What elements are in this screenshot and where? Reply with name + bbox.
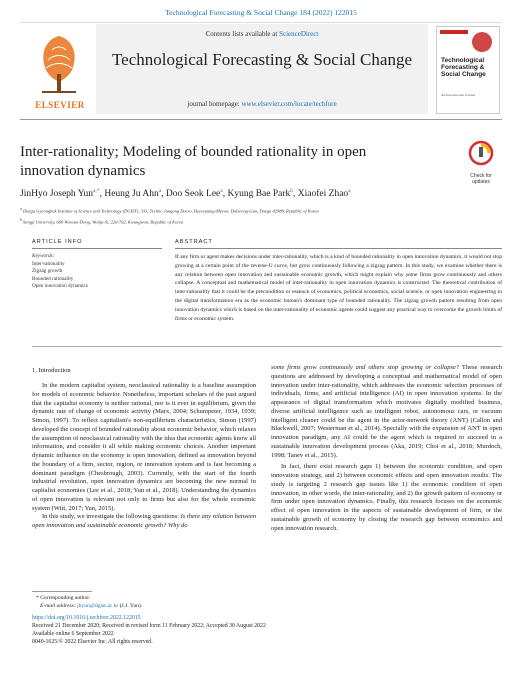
affiliation-text: Sangji University, 660 Woosan-Dong, Wonju-Si, 220-702, Kwangwon, Republic of Korea (23, 219, 184, 224)
check-for-updates-badge[interactable] (462, 140, 500, 185)
contents-prefix: Contents lists available at (205, 30, 280, 38)
received-dates: Received 21 December 2020; Received in revised form 11 February 2022; Accepted 30 August 2022 (32, 623, 266, 629)
journal-cover-thumbnail[interactable] (436, 26, 500, 114)
contents-line (96, 30, 428, 38)
available-online: Available online 6 September 2022 (32, 631, 114, 637)
body-text: In this study, we investigate the following questions: (42, 513, 181, 521)
copyright: 0040-1625/© 2022 Elsevier Inc. All rights reserved. (32, 639, 153, 645)
article-info-heading: ARTICLE INFO (32, 239, 83, 245)
affiliation-sup: b (20, 217, 22, 222)
affiliations (20, 205, 502, 226)
author-list: JinHyo Joseph Yun$^{a,*}$, Heung Ju Ahn$^a$, Doo Seok Lee$^a$, Kyung Bae Park$^b$, Xiaofei Zhao$^a$ (20, 188, 351, 200)
abstract-heading: ABSTRACT (175, 239, 213, 245)
keyword-item: Open innovation dynamics (32, 283, 88, 290)
divider (175, 248, 502, 249)
body-paragraph: In the modern capitalist system, neoclassical rationality is a baseline assumption for models of economic behavior. Nonetheless, important scholars of the past argued that the capitalist economy is neither rational, nor is it ever in equilibrium, given the dynamic rate of change of economic activity (Marx, 2004; Schumpeter, 1934, 1939; Simon, 1997). To reflect capitalism's non-equilibrium characteristics, Simon (1997) developed the concept of bounded rationality about economic behavior, which relaxes the assumption of neoclassical rationality with the idea that economic agents know all information, and consider it all while making economic choices. Another important dynamic influence on the economy is open innovation, defined as innovation beyond the boundary of a firm, sector, region, or innovation system and is fast becoming a dominant paradigm (Chesbrough, 2003). Currently, with the start of the fourth industrial revolution, open innovation dynamics are becoming the new normal in capitalist economies (Lee et al., 2018; Yun et al., 2018). Understanding the dynamics of open innovation is relevant not only to firms but also for the whole economic system (Witt, 2017; Yun, 2015). (32, 382, 256, 512)
body-text: These research questions are addressed by developing a conceptual and mathematical model of open innovation under inter-rationality, which addresses the economic selection processes of individuals, firms, and artificial intelligence (AI) in open innovation systems. In the appearance of digital transformation which motivates digitally modified business, diverse artificial intelligence such as intelligent robot, autonomous cars, or vacuum intelligent cleaner could be the agent in the actor-network theory (ANT) (Callon and Blackwell, 2007; Westerman et al., 2014). Specially with the expansion of ANT in open innovation paradigm, any AI could be the agent which is required to succeed in a sustainable innovation development process (Aka, 2019; Choi et al., 2018; Murdoch, 1998; Tanev et al., 2015). (271, 364, 502, 459)
body-paragraph (32, 513, 256, 531)
sciencedirect-link[interactable]: ScienceDirect (279, 30, 319, 38)
footnote (32, 594, 332, 610)
homepage-link[interactable]: www.elsevier.com/locate/techfore (241, 100, 337, 108)
affiliation-text: Daegu Gyeongbuk Institute of Science and Technology (DGIST), 333, Techno Jungang Daero, Hyeonpung-Myeon, Dalseong-Gun, Daegu 42988, Republic of Korea (23, 208, 319, 214)
author-sup[interactable]: a,* (93, 188, 100, 194)
author[interactable] (104, 189, 161, 199)
author-name: Kyung Bae Park (227, 189, 291, 200)
keyword-item: Bounded rationality (32, 275, 74, 282)
footnote-rule (32, 591, 92, 592)
divider (32, 346, 502, 347)
affiliation-b (20, 216, 502, 227)
paper-title: Inter-rationality; Modeling of bounded rationality in open innovation dynamics (20, 144, 367, 179)
author-name: Doo Seok Lee (165, 189, 221, 200)
keyword-item: Inter-rationality (32, 260, 65, 267)
author[interactable] (20, 189, 100, 199)
keywords-heading: Keywords: (32, 253, 55, 259)
email-suffix: (J.J. Yun). (118, 603, 143, 609)
corresponding-label: Corresponding author. (40, 595, 91, 601)
author-name: JinHyo Joseph Yun (20, 189, 94, 200)
publisher-name: ELSEVIER (35, 100, 85, 110)
right-column (271, 364, 502, 533)
cover-title: Technological Forecasting & Social Change (441, 57, 486, 78)
affiliation-sup: a (20, 207, 22, 211)
keywords-block (32, 253, 162, 291)
body-paragraph (271, 364, 502, 460)
section-1-title: 1. Introduction (32, 367, 71, 374)
journal-title: Technological Forecasting & Social Change (111, 50, 412, 69)
email-label: E-mail address: (40, 603, 76, 609)
author-sup[interactable]: a (348, 188, 351, 194)
author-name: Xiaofei Zhao (297, 189, 349, 200)
email-line (32, 602, 332, 610)
abstract-text: If any firm or agent makes decisions under inter-rationality, which is a kind of bounded rationality in open innovation dynamics, it would not stop growing at a certain point of the reverse-U curve, but grow continuously following a zigzag pattern. In this study, we examine whether there is any relation between open innovation and sustainable economic growth, which might explain why some firms grow continuously and others collapse. A conceptual and mathematical model of inter-rationality in open innovation dynamics is constructed. The theoretical contribution of inter-rationality that it could be the precondition or essence of economics, political economics, social science, or open innovation engineering in the digital transformation era as the economic human's dominant type of bounded rationality. The zigzag growth pattern resulting from open innovation dynamics which is based on the inter-rationality of economic agents could suggest any practical way to overcome the growth limits of firms or economic system. (175, 254, 502, 322)
divider (32, 248, 162, 249)
homepage-line (96, 100, 428, 108)
body-paragraph: In fact, there exist research gaps 1) between the economic condition, and open innovation strategy, and 2) between economic effects and open innovation results. The study is targeting 2 research gap issues like 1) the economic condition of open innovation, in other words, the inter-rationality, and 2) the growth pattern of economy or firm under open innovation dynamics. Finally, this research focuses on the economic effect of open innovation in the aspects of sustainable development of firm, or the sustainable growth of economy by closing the research gap between economics and open innovation research. (271, 463, 502, 532)
research-question: some firms grow continuously and others stop growing or collapse? (271, 364, 460, 371)
doi-link[interactable]: https://doi.org/10.1016/j.techfore.2022.122015 (32, 615, 141, 621)
elsevier-tree-logo (34, 30, 84, 102)
keyword-item: Zigzag growth (32, 268, 63, 275)
research-question: Is there any relation between open innovation and sustainable economic growth? Why do (32, 513, 256, 529)
homepage-prefix: journal homepage: (187, 100, 242, 108)
author-sup[interactable]: a (220, 188, 223, 194)
author[interactable] (298, 189, 351, 199)
author[interactable] (166, 189, 223, 199)
email-link[interactable]: jhyun@dgist.ac.kr (77, 603, 119, 609)
cover-subtitle: An International Journal (441, 93, 476, 97)
journal-citation[interactable]: Technological Forecasting & Social Change 184 (2022) 122015 (165, 8, 357, 17)
author-sup[interactable]: b (290, 188, 294, 194)
check-for-updates-label: Check for updates (470, 173, 492, 185)
author-sup[interactable]: a (158, 188, 162, 194)
corresponding-author-note: * Corresponding author. (36, 595, 91, 601)
author-name: Heung Ju Ahn (104, 189, 159, 200)
left-column (32, 382, 256, 531)
article-metadata (32, 614, 502, 646)
check-for-updates-icon (462, 140, 500, 168)
author[interactable] (227, 189, 293, 199)
affiliation-a (20, 205, 502, 216)
